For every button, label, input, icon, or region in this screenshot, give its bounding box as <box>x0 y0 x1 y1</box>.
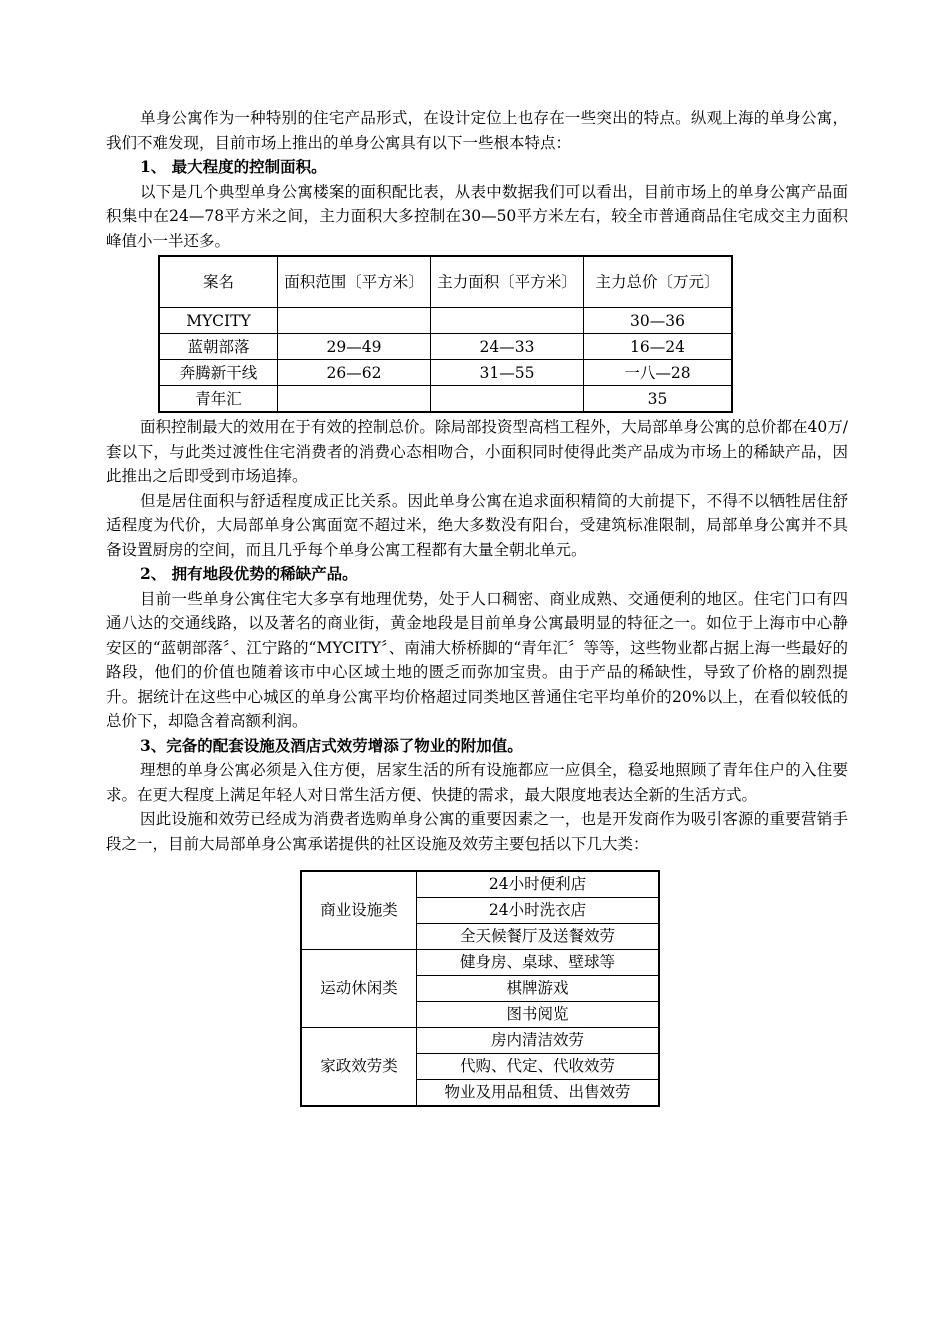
item-cell: 物业及用品租赁、出售效劳 <box>417 1080 660 1107</box>
table-row <box>301 871 659 898</box>
section-heading-1: 1、 最大程度的控制面积。 <box>140 157 327 176</box>
header-cell-main-price: 主力总价〔万元〕 <box>584 256 733 308</box>
item-cell: 代购、代定、代收效劳 <box>417 1054 660 1080</box>
table-cell: 蓝朝部落 <box>159 334 278 360</box>
facilities-table <box>300 870 660 1107</box>
table-row <box>159 360 732 386</box>
item-cell: 健身房、桌球、壁球等 <box>417 950 660 976</box>
table-cell: 31—55 <box>431 360 584 386</box>
area-intro-paragraph: 以下是几个典型单身公寓楼案的面积配比表，从表中数据我们可以看出，目前市场上的单身公寓产品面积集中在24—78平方米之间，主力面积大多控制在30—50平方米左右，较全市普通商品住宅成交主力面积峰值小一半还多。 <box>106 182 848 250</box>
header-cell-name: 案名 <box>159 256 278 308</box>
area-ratio-table <box>158 255 733 413</box>
table-cell <box>431 308 584 334</box>
table-row <box>301 950 659 976</box>
location-paragraph: 目前一些单身公寓住宅大多享有地理优势，处于人口稠密、商业成熟、交通便利的地区。住宅门口有四通八达的交通线路，以及著名的商业街，黄金地段是目前单身公寓最明显的特征之一。如位于上海市中心静安区的“蓝朝部落〞、江宁路的“MYCITY〞、南浦大桥桥脚的“青年汇〞等等，这些物业都占据上海一些最好的路段，他们的价值也随着该市中心区域土地的匮乏而弥加宝贵。由于产品的稀缺性，导致了价格的剧烈提升。据统计在这些中心城区的单身公寓平均价格超过同类地区普通住宅平均单价的20%以上，在看似较低的总价下，却隐含着高额利润。 <box>106 589 848 730</box>
table-row <box>159 308 732 334</box>
table-cell: 30—36 <box>584 308 733 334</box>
header-cell-main-area: 主力面积〔平方米〕 <box>431 256 584 308</box>
item-cell: 房内清洁效劳 <box>417 1028 660 1054</box>
table-header-row <box>159 256 732 308</box>
item-cell: 棋牌游戏 <box>417 976 660 1002</box>
table-cell: 29—49 <box>278 334 431 360</box>
table-row <box>301 1028 659 1054</box>
table-cell <box>278 308 431 334</box>
document-body <box>106 106 848 1107</box>
table-cell: 16—24 <box>584 334 733 360</box>
category-cell: 商业设施类 <box>301 871 417 950</box>
facilities-paragraph: 理想的单身公寓必须是入住方便，居家生活的所有设施都应一应俱全，稳妥地照顾了青年住户的入住要求。在更大程度上满足年轻人对日常生活方便、快捷的需求，最大限度地表达全新的生活方式。 <box>106 761 848 804</box>
comfort-paragraph: 但是居住面积与舒适程度成正比关系。因此单身公寓在追求面积精简的大前提下，不得不以牺牲居住舒适程度为代价，大局部单身公寓面宽不超过米，绝大多数没有阳台，受建筑标准限制，局部单身公寓并不具备设置厨房的空间，而且几乎每个单身公寓工程都有大量全朝北单元。 <box>106 491 848 559</box>
table-cell: 青年汇 <box>159 386 278 413</box>
item-cell: 24小时洗衣店 <box>417 898 660 924</box>
section-heading-2: 2、 拥有地段优势的稀缺产品。 <box>140 564 358 583</box>
item-cell: 24小时便利店 <box>417 871 660 898</box>
table-cell <box>431 386 584 413</box>
section-heading-3: 3、完备的配套设施及酒店式效劳增添了物业的附加值。 <box>140 735 523 755</box>
header-cell-area-range: 面积范围〔平方米〕 <box>278 256 431 308</box>
category-cell: 家政效劳类 <box>301 1028 417 1107</box>
table-row <box>159 386 732 413</box>
table-cell: 26—62 <box>278 360 431 386</box>
table-cell: 35 <box>584 386 733 413</box>
table-cell <box>278 386 431 413</box>
table-cell: 24—33 <box>431 334 584 360</box>
item-cell: 全天候餐厅及送餐效劳 <box>417 924 660 950</box>
services-intro-paragraph: 因此设施和效劳已经成为消费者选购单身公寓的重要因素之一，也是开发商作为吸引客源的重要营销手段之一，目前大局部单身公寓承诺提供的社区设施及效劳主要包括以下几大类： <box>106 810 848 853</box>
item-cell: 图书阅览 <box>417 1002 660 1028</box>
price-control-paragraph: 面积控制最大的效用在于有效的控制总价。除局部投资型高档工程外，大局部单身公寓的总价都在40万/套以下，与此类过渡性住宅消费者的消费心态相吻合，小面积同时使得此类产品成为市场上的稀缺产品，因此推出之后即受到市场追捧。 <box>106 418 848 485</box>
intro-paragraph: 单身公寓作为一种特别的住宅产品形式，在设计定位上也存在一些突出的特点。纵观上海的单身公寓，我们不难发现，目前市场上推出的单身公寓具有以下一些根本特点： <box>106 109 848 152</box>
table-cell: MYCITY <box>159 308 278 334</box>
table-cell: 奔腾新干线 <box>159 360 278 386</box>
table-row <box>159 334 732 360</box>
table-cell: 一八—28 <box>584 360 733 386</box>
category-cell: 运动休闲类 <box>301 950 417 1028</box>
